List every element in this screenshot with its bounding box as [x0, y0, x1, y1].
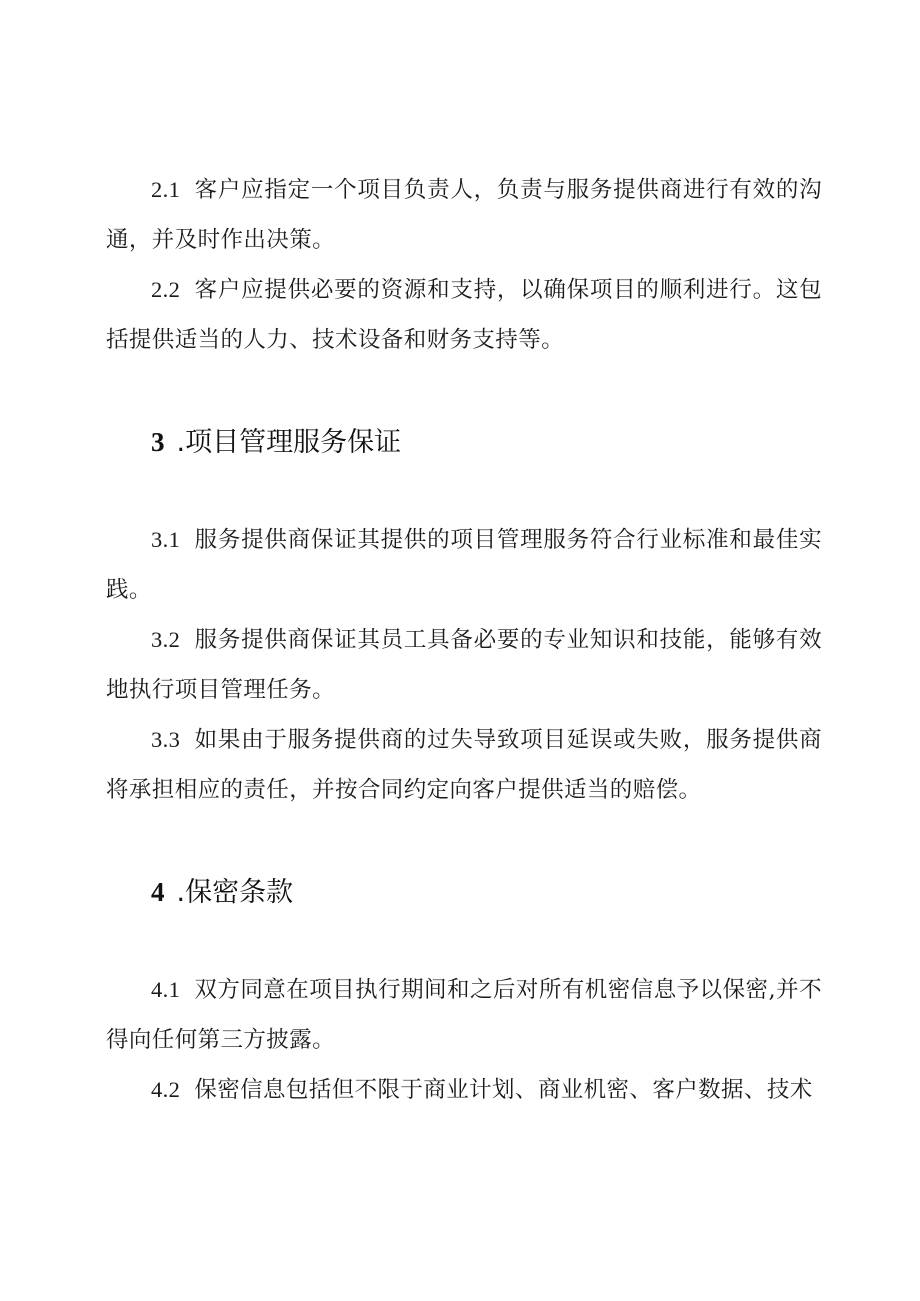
clause-4-2 [106, 1065, 822, 1115]
clause-text: 客户应指定一个项目负责人，负责与服务提供商进行有效的沟通，并及时作出决策。 [106, 177, 822, 253]
clause-3-2 [106, 615, 822, 715]
section-title: .保密条款 [176, 877, 294, 908]
clause-4-1 [106, 965, 822, 1065]
clause-3-3 [106, 715, 822, 815]
clause-text: 双方同意在项目执行期间和之后对所有机密信息予以保密,并不得向任何第三方披露。 [106, 977, 822, 1053]
clause-3-1 [106, 515, 822, 615]
clause-text: 服务提供商保证其提供的项目管理服务符合行业标准和最佳实践。 [106, 527, 822, 603]
clause-number: 3.3 [151, 727, 181, 752]
section-4-heading [151, 872, 293, 913]
section-3-heading [151, 422, 401, 463]
clause-text: 如果由于服务提供商的过失导致项目延误或失败，服务提供商将承担相应的责任，并按合同约定向客户提供适当的赔偿。 [106, 727, 822, 803]
section-number: 4 [151, 877, 165, 907]
clause-text: 保密信息包括但不限于商业计划、商业机密、客户数据、技术 [194, 1077, 813, 1103]
section-title: .项目管理服务保证 [176, 427, 402, 458]
clause-number: 2.2 [151, 277, 181, 302]
section-number: 3 [151, 427, 165, 457]
clause-2-1 [106, 165, 822, 265]
clause-number: 4.1 [151, 977, 181, 1002]
clause-number: 3.1 [151, 527, 181, 552]
clause-text: 服务提供商保证其员工具备必要的专业知识和技能，能够有效地执行项目管理任务。 [106, 627, 822, 703]
clause-number: 3.2 [151, 627, 181, 652]
clause-number: 2.1 [151, 177, 181, 202]
clause-2-2 [106, 265, 822, 365]
clause-text: 客户应提供必要的资源和支持，以确保项目的顺利进行。这包括提供适当的人力、技术设备和财务支持等。 [106, 277, 822, 353]
clause-number: 4.2 [151, 1077, 181, 1102]
